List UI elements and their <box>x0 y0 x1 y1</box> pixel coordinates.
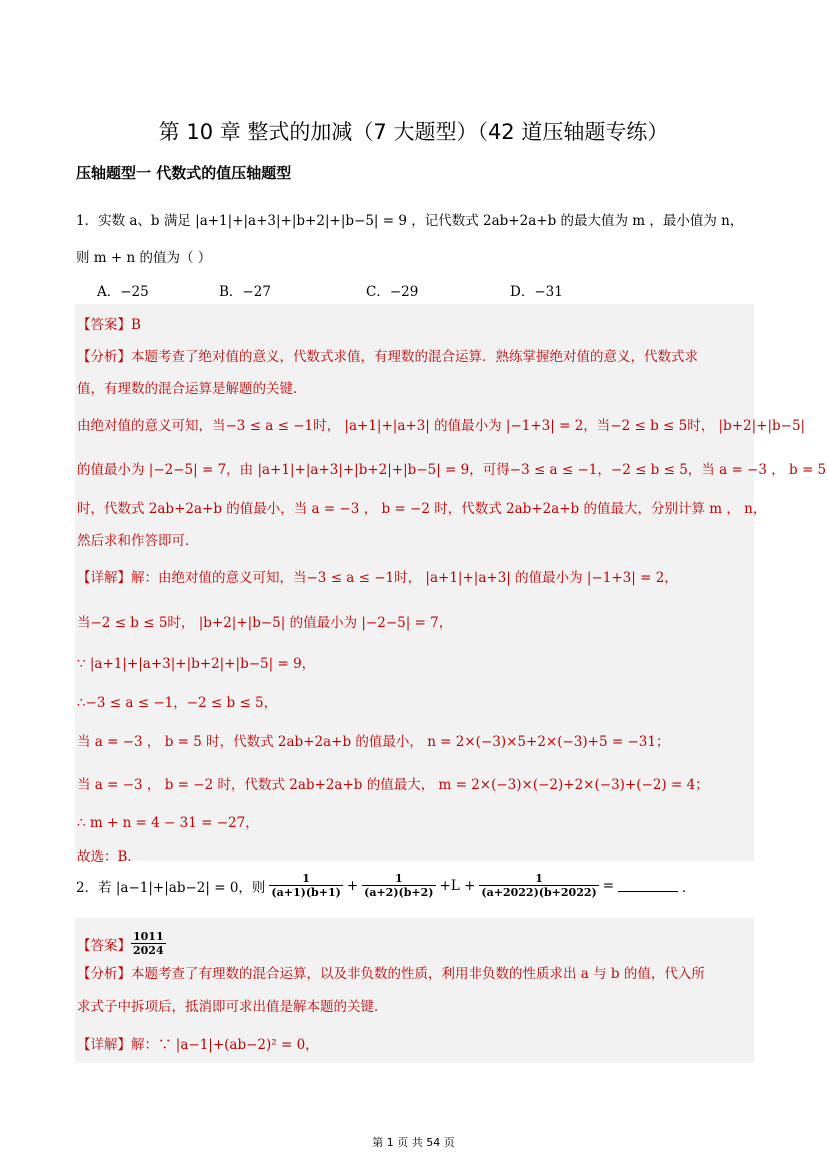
fraction-denominator: (a+1)(b+1) <box>271 886 341 899</box>
q1-analysis-line: 的值最小为 |−2−5| = 7，由 |a+1|+|a+3|+|b+2|+|b−5| = 9，可得−3 ≤ a ≤ −1，−2 ≤ b ≤ 5，当 a = −3 ， b = 5 <box>77 462 827 478</box>
q1-stem-line2: 则 m + n 的值为（ ） <box>76 250 212 266</box>
q1-detail-line: 当−2 ≤ b ≤ 5时， |b+2|+|b−5| 的值最小为 |−2−5| = 7， <box>77 615 453 631</box>
q1-detail-line: ∴ m + n = 4 − 31 = −27， <box>77 815 259 831</box>
ellipsis-sign: +L + <box>439 877 476 894</box>
q1-stem-line1: 1．实数 a、b 满足 |a+1|+|a+3|+|b+2|+|b−5| = 9 ，记代数式 2ab+2a+b 的最大值为 m ，最小值为 n， <box>76 213 744 229</box>
q1-detail-line: 【详解】解：由绝对值的意义可知，当−3 ≤ a ≤ −1时， |a+1|+|a+3| 的值最小为 |−1+3| = 2， <box>77 570 678 586</box>
fraction-denominator: (a+2022)(b+2022) <box>481 886 597 899</box>
fraction-denominator: 2024 <box>133 944 164 957</box>
q1-option-d: D．−31 <box>510 284 563 300</box>
q1-analysis-line: 由绝对值的意义可知，当−3 ≤ a ≤ −1时， |a+1|+|a+3| 的值最小为 |−1+3| = 2，当−2 ≤ b ≤ 5时， |b+2|+|b−5| <box>77 418 806 434</box>
q1-option-c: C．−29 <box>366 284 419 300</box>
q1-detail-line: 故选：B． <box>77 849 141 865</box>
plus-sign: + <box>346 877 359 894</box>
q1-answer: 【答案】B <box>77 317 141 333</box>
q2-analysis-line: 求式子中拆项后，抵消即可求出值是解本题的关键． <box>77 999 388 1015</box>
q2-stem <box>76 872 696 899</box>
answer-fraction <box>131 930 166 957</box>
q2-analysis-line: 【分析】本题考查了有理数的混合运算，以及非负数的性质，利用非负数的性质求出 a 与 b 的值，代入所 <box>77 966 705 982</box>
q1-analysis-line: 【分析】本题考查了绝对值的意义，代数式求值，有理数的混合运算．熟练掌握绝对值的意义，代数式求 <box>77 349 698 365</box>
q1-detail-line: 当 a = −3 ， b = −2 时，代数式 2ab+2a+b 的值最大， m = 2×(−3)×(−2)+2×(−3)+(−2) = 4； <box>77 777 709 793</box>
q1-detail-line: ∴−3 ≤ a ≤ −1，−2 ≤ b ≤ 5， <box>77 695 278 711</box>
q1-option-b: B．−27 <box>219 284 271 300</box>
q2-fraction-2 <box>362 872 435 899</box>
fraction-numerator: 1 <box>479 872 598 886</box>
page-footer: 第 1 页 共 54 页 <box>372 1136 455 1149</box>
fraction-numerator: 1011 <box>133 930 164 943</box>
equals-sign: = <box>602 877 615 894</box>
page-title: 第 10 章 整式的加减（7 大题型）（42 道压轴题专练） <box>158 120 669 144</box>
fraction-denominator: (a+2)(b+2) <box>364 886 434 899</box>
q2-detail-line: 【详解】解：∵ |a−1|+(ab−2)² = 0， <box>77 1037 319 1053</box>
q1-detail-line: 当 a = −3 ， b = 5 时，代数式 2ab+2a+b 的值最小， n = 2×(−3)×5+2×(−3)+5 = −31； <box>77 734 670 750</box>
q1-analysis-line: 时，代数式 2ab+2a+b 的值最小，当 a = −3 ， b = −2 时，代数式 2ab+2a+b 的值最大，分别计算 m ， n， <box>77 501 767 517</box>
q2-stem-text: 2．若 |a−1|+|ab−2| = 0，则 <box>76 879 266 896</box>
q1-detail-line: ∵ |a+1|+|a+3|+|b+2|+|b−5| = 9， <box>77 656 316 672</box>
answer-blank <box>618 879 678 892</box>
q2-answer <box>77 930 166 957</box>
section-heading: 压轴题型一 代数式的值压轴题型 <box>76 164 292 182</box>
stem-end: ． <box>682 879 696 896</box>
q2-fraction-1 <box>269 872 342 899</box>
answer-label: 【答案】 <box>77 937 131 954</box>
fraction-numerator: 1 <box>269 872 342 886</box>
q1-analysis-line: 然后求和作答即可． <box>77 533 199 549</box>
q1-option-a: A．−25 <box>97 284 149 300</box>
q2-fraction-3 <box>479 872 598 899</box>
fraction-numerator: 1 <box>362 872 435 886</box>
q1-analysis-line: 值，有理数的混合运算是解题的关键． <box>77 381 307 397</box>
